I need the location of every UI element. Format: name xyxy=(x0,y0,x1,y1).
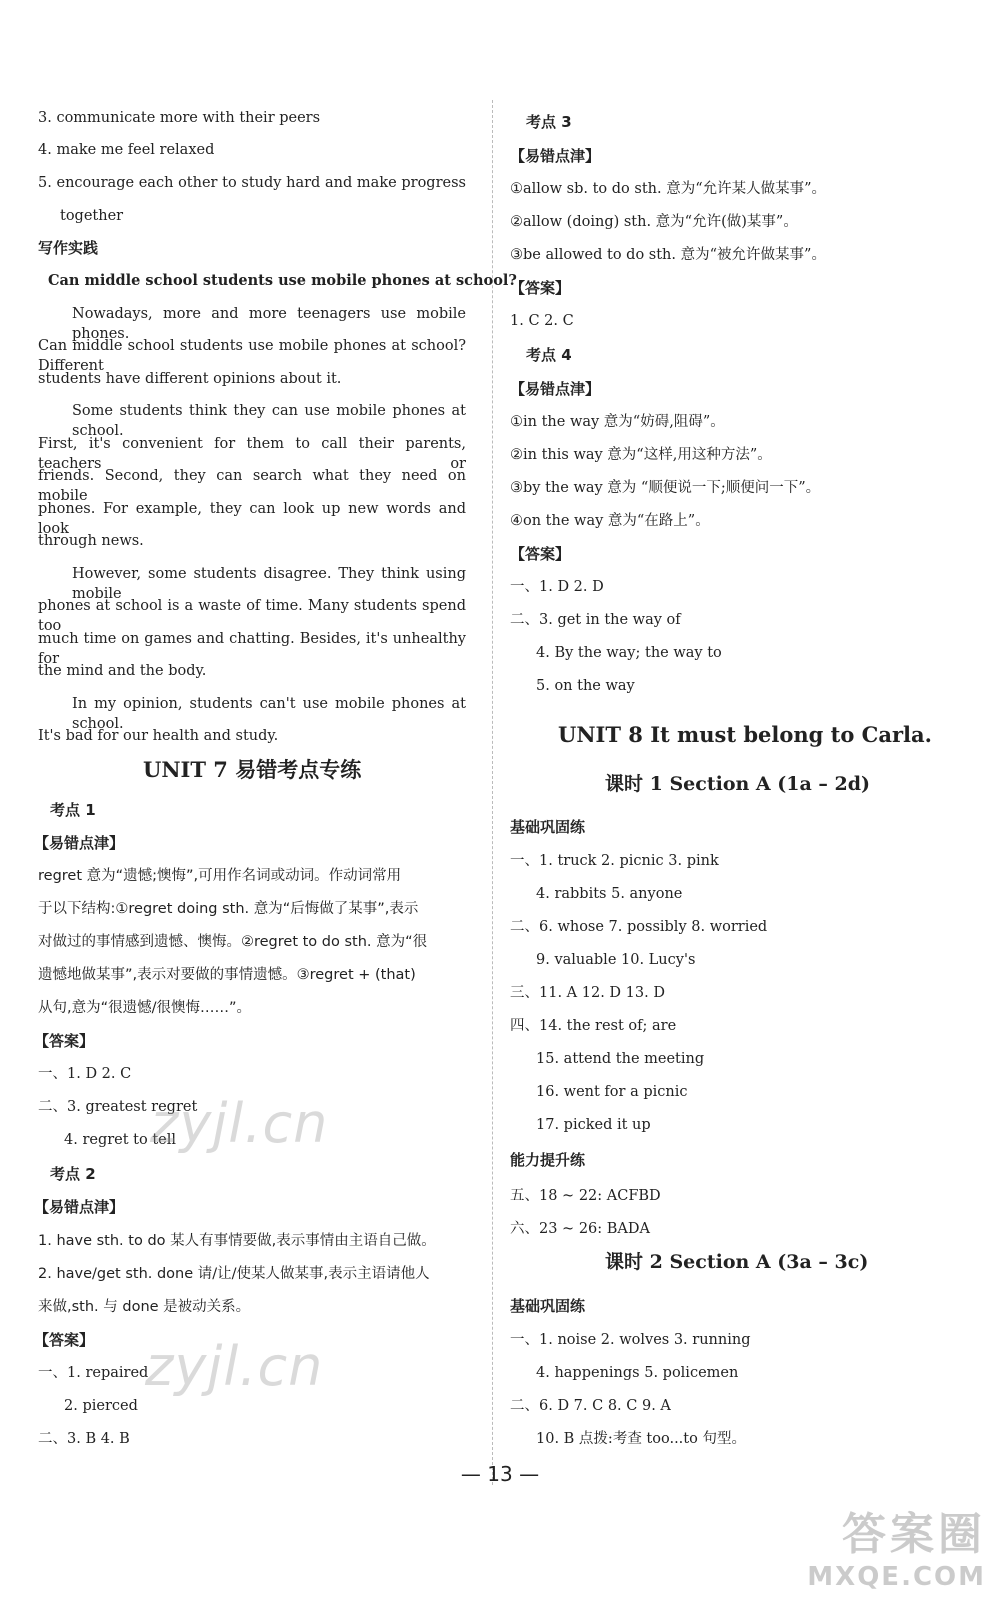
answer-line: 10. B 点拨:考查 too...to 句型。 xyxy=(536,1431,746,1447)
tip-line: 于以下结构:①regret doing sth. 意为“后悔做了某事”,表示 xyxy=(38,901,419,917)
essay-line: It's bad for our health and study. xyxy=(38,728,279,744)
tip-label: 【易错点津】 xyxy=(34,1198,125,1216)
exercise-heading: 基础巩固练 xyxy=(510,1297,586,1315)
watermark-logo-text: 答案圈 xyxy=(842,1509,986,1560)
tip-line: regret 意为“遗憾;懊悔”,可用作名词或动词。作动词常用 xyxy=(38,868,402,884)
point-heading: 考点 4 xyxy=(526,346,572,364)
answer-line: 4. rabbits 5. anyone xyxy=(536,886,683,902)
tip-line: ③by the way 意为 “顺便说一下;顺便问一下”。 xyxy=(510,480,821,496)
answer-line: 5. encourage each other to study hard and make progress xyxy=(38,175,466,191)
essay-line: Nowadays, more and more teenagers use mobile phones. xyxy=(72,306,466,342)
site-watermark-logo xyxy=(807,1498,986,1592)
answer-line: 五、18 ~ 22: ACFBD xyxy=(510,1188,661,1204)
tip-line: 2. have/get sth. done 请/让/使某人做某事,表示主语请他人 xyxy=(38,1266,430,1282)
answer-line: 5. on the way xyxy=(536,678,635,694)
answer-line: 二、3. B 4. B xyxy=(38,1431,130,1447)
answer-line: 一、1. D 2. D xyxy=(510,579,604,595)
answer-label: 【答案】 xyxy=(510,545,571,563)
tip-line: ①allow sb. to do sth. 意为“允许某人做某事”。 xyxy=(510,181,827,197)
essay-line: phones. For example, they can look up new words and look xyxy=(38,501,466,537)
answer-line: 三、11. A 12. D 13. D xyxy=(510,985,665,1001)
essay-line: Can middle school students use mobile phones at school? Different xyxy=(38,338,466,374)
column-divider xyxy=(492,100,493,1485)
answer-line: 一、1. repaired xyxy=(38,1365,149,1381)
answer-line: 15. attend the meeting xyxy=(536,1051,705,1067)
essay-line: friends. Second, they can search what they need on mobile xyxy=(38,468,466,504)
answer-line: 4. happenings 5. policemen xyxy=(536,1365,739,1381)
tip-line: ②allow (doing) sth. 意为“允许(做)某事”。 xyxy=(510,214,798,230)
tip-line: 遗憾地做某事”,表示对要做的事情遗憾。③regret + (that) xyxy=(38,967,416,983)
answer-line: together xyxy=(60,208,124,224)
answer-line: 4. By the way; the way to xyxy=(536,645,722,661)
answer-line: 一、1. noise 2. wolves 3. running xyxy=(510,1332,751,1348)
essay-line: much time on games and chatting. Besides, it's unhealthy for xyxy=(38,631,466,667)
exercise-heading: 基础巩固练 xyxy=(510,818,586,836)
tip-line: 从句,意为“很遗憾/很懊悔……”。 xyxy=(38,1000,252,1016)
unit-8-heading: UNIT 8 It must belong to Carla. xyxy=(558,722,932,747)
tip-line: ②in this way 意为“这样,用这种方法”。 xyxy=(510,447,772,463)
lesson-heading: 课时 1 Section A (1a – 2d) xyxy=(605,773,871,795)
section-heading-writing: 写作实践 xyxy=(38,239,99,257)
tip-label: 【易错点津】 xyxy=(34,834,125,852)
answer-line: 二、6. whose 7. possibly 8. worried xyxy=(510,919,768,935)
lesson-heading: 课时 2 Section A (3a – 3c) xyxy=(605,1251,869,1273)
answer-line: 四、14. the rest of; are xyxy=(510,1018,677,1034)
tip-line: 对做过的事情感到遗憾、懊悔。②regret to do sth. 意为“很 xyxy=(38,934,428,950)
essay-line: students have different opinions about it. xyxy=(38,371,342,387)
essay-title: Can middle school students use mobile phones at school? xyxy=(48,272,517,289)
answer-label: 【答案】 xyxy=(510,279,571,297)
answer-line: 3. communicate more with their peers xyxy=(38,110,321,126)
answer-line: 2. pierced xyxy=(64,1398,138,1414)
tip-line: ④on the way 意为“在路上”。 xyxy=(510,513,710,529)
answer-line: 一、1. D 2. C xyxy=(38,1066,132,1082)
answer-line: 六、23 ~ 26: BADA xyxy=(510,1221,650,1237)
answer-line: 1. C 2. C xyxy=(510,313,574,329)
tip-line: ①in the way 意为“妨碍,阻碍”。 xyxy=(510,414,725,430)
tip-label: 【易错点津】 xyxy=(510,380,601,398)
essay-line: However, some students disagree. They think using mobile xyxy=(72,566,466,602)
answer-line: 二、6. D 7. C 8. C 9. A xyxy=(510,1398,671,1414)
answer-line: 4. make me feel relaxed xyxy=(38,142,215,158)
answer-label: 【答案】 xyxy=(34,1032,95,1050)
answer-line: 二、3. get in the way of xyxy=(510,612,681,628)
tip-line: 1. have sth. to do 某人有事情要做,表示事情由主语自己做。 xyxy=(38,1233,436,1249)
point-heading: 考点 1 xyxy=(50,801,96,819)
answer-line: 16. went for a picnic xyxy=(536,1084,688,1100)
tip-line: ③be allowed to do sth. 意为“被允许做某事”。 xyxy=(510,247,826,263)
essay-line: First, it's convenient for them to call their parents, teachers or xyxy=(38,436,466,472)
answer-line: 二、3. greatest regret xyxy=(38,1099,198,1115)
tip-line: 来做,sth. 与 done 是被动关系。 xyxy=(38,1299,251,1315)
tip-label: 【易错点津】 xyxy=(510,147,601,165)
unit-7-heading: UNIT 7 易错考点专练 xyxy=(143,757,362,782)
watermark: zyjl.cn xyxy=(150,1092,329,1155)
essay-line: phones at school is a waste of time. Many students spend too xyxy=(38,598,466,634)
page-number: — 13 — xyxy=(460,1462,540,1486)
essay-line: Some students think they can use mobile phones at school. xyxy=(72,403,466,439)
point-heading: 考点 2 xyxy=(50,1165,96,1183)
answer-label: 【答案】 xyxy=(34,1331,95,1349)
essay-line: through news. xyxy=(38,533,144,549)
watermark-url: MXQE.COM xyxy=(807,1562,986,1592)
watermark: zyjl.cn xyxy=(145,1335,324,1398)
point-heading: 考点 3 xyxy=(526,113,572,131)
answer-line: 一、1. truck 2. picnic 3. pink xyxy=(510,853,719,869)
answer-line: 4. regret to tell xyxy=(64,1132,177,1148)
answer-line: 17. picked it up xyxy=(536,1117,651,1133)
exercise-heading: 能力提升练 xyxy=(510,1151,586,1169)
essay-line: In my opinion, students can't use mobile phones at school. xyxy=(72,696,466,732)
answer-line: 9. valuable 10. Lucy's xyxy=(536,952,696,968)
essay-line: the mind and the body. xyxy=(38,663,207,679)
